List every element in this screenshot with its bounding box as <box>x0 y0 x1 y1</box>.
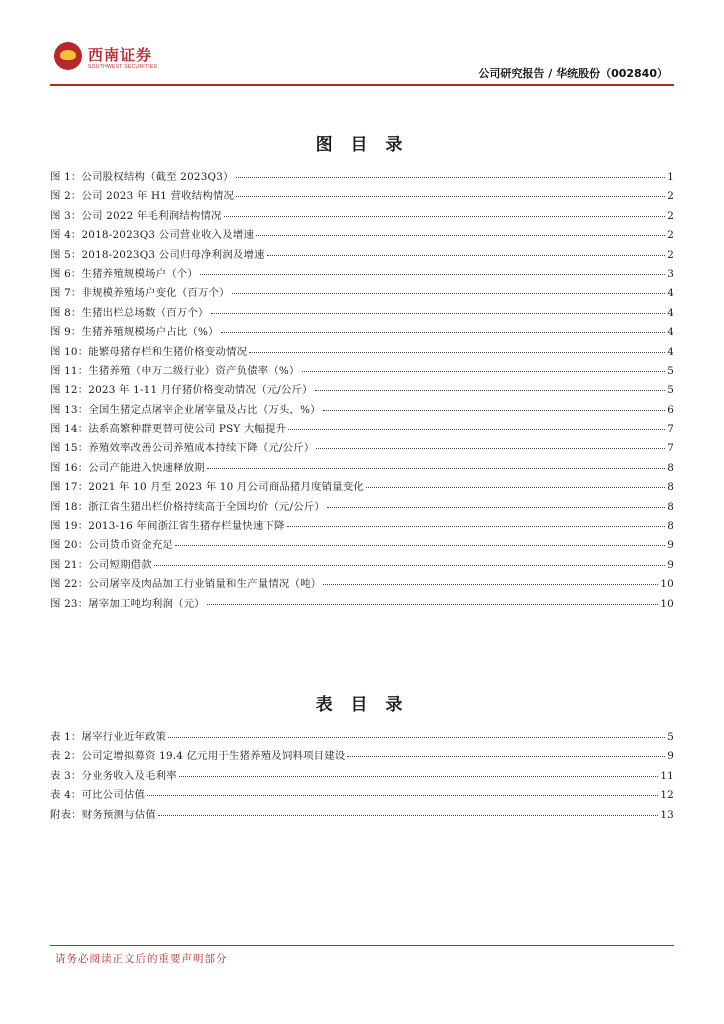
footer-divider <box>50 945 674 946</box>
toc-entry[interactable] <box>50 498 674 517</box>
toc-entry-label: 图 23：屠宰加工吨均利润（元） <box>50 597 205 610</box>
toc-leader-dots <box>147 795 658 796</box>
toc-entry-label: 表 1：屠宰行业近年政策 <box>50 731 167 743</box>
toc-entry-page: 3 <box>667 267 674 280</box>
toc-entry-label: 图 13：全国生猪定点屠宰企业屠宰量及占比（万头，%） <box>50 403 321 416</box>
toc-entry-page: 6 <box>667 403 674 416</box>
toc-entry[interactable] <box>50 459 674 478</box>
toc-leader-dots <box>224 216 666 217</box>
toc-entry-page: 4 <box>667 287 674 300</box>
toc-leader-dots <box>207 468 665 469</box>
toc-entry-label: 图 19：2013-16 年间浙江省生猪存栏量快速下降 <box>50 520 285 533</box>
toc-entry-label: 图 21：公司短期借款 <box>50 558 152 571</box>
toc-leader-dots <box>221 332 666 333</box>
toc-entry[interactable] <box>50 747 674 766</box>
logo-emblem-icon <box>54 42 82 70</box>
toc-leader-dots <box>236 177 666 178</box>
tables-toc-title: 表 目 录 <box>315 695 409 715</box>
toc-entry-page: 8 <box>667 520 674 533</box>
toc-entry-page: 2 <box>667 209 674 222</box>
toc-entry-label: 表 3：分业务收入及毛利率 <box>50 769 177 782</box>
footer-disclaimer: 请务必阅读正文后的重要声明部分 <box>55 953 228 965</box>
toc-leader-dots <box>236 196 665 197</box>
brand-name-cn: 西南证券 <box>88 46 153 64</box>
tables-toc-list <box>50 728 674 825</box>
toc-entry[interactable] <box>50 536 674 555</box>
toc-entry-label: 附表：财务预测与估值 <box>50 808 156 821</box>
toc-entry[interactable] <box>50 323 674 342</box>
toc-entry-label: 图 2：公司 2023 年 H1 营收结构情况 <box>50 190 235 203</box>
toc-leader-dots <box>288 429 665 430</box>
toc-leader-dots <box>232 293 665 294</box>
toc-entry[interactable] <box>50 478 674 497</box>
toc-entry-page: 12 <box>660 789 674 802</box>
toc-leader-dots <box>256 235 665 236</box>
toc-leader-dots <box>207 604 659 605</box>
toc-entry-label: 图 11：生猪养殖（申万二级行业）资产负债率（%） <box>50 364 300 377</box>
report-title: 公司研究报告 / 华统股份（002840） <box>478 67 668 80</box>
toc-leader-dots <box>366 487 665 488</box>
toc-entry-label: 图 7：非规模养殖场户变化（百万个） <box>50 287 230 300</box>
toc-entry-page: 13 <box>660 808 674 821</box>
toc-leader-dots <box>316 448 665 449</box>
toc-entry[interactable] <box>50 246 674 265</box>
toc-leader-dots <box>168 737 665 738</box>
toc-entry[interactable] <box>50 767 674 786</box>
toc-entry[interactable] <box>50 575 674 594</box>
toc-entry[interactable] <box>50 284 674 303</box>
toc-leader-dots <box>267 255 666 256</box>
toc-entry-label: 图 9：生猪养殖规模场户占比（%） <box>50 326 219 339</box>
toc-entry-label: 图 17：2021 年 10 月至 2023 年 10 月公司商品猪月度销量变化 <box>50 481 365 494</box>
toc-entry-label: 图 1：公司股权结构（截至 2023Q3） <box>50 171 234 183</box>
toc-entry[interactable] <box>50 420 674 439</box>
toc-entry-page: 9 <box>667 558 674 571</box>
toc-entry-page: 4 <box>667 345 674 358</box>
toc-entry-page: 2 <box>667 248 674 261</box>
toc-entry-label: 图 8：生猪出栏总场数（百万个） <box>50 306 209 319</box>
toc-entry-label: 图 16：公司产能进入快速释放期 <box>50 461 205 474</box>
toc-entry[interactable] <box>50 595 674 614</box>
toc-entry[interactable] <box>50 265 674 284</box>
toc-entry-page: 8 <box>667 461 674 474</box>
toc-entry[interactable] <box>50 168 674 187</box>
toc-entry-page: 7 <box>667 423 674 436</box>
toc-leader-dots <box>200 274 665 275</box>
page-header <box>50 38 674 84</box>
toc-entry[interactable] <box>50 517 674 536</box>
toc-leader-dots <box>175 545 665 546</box>
toc-entry-label: 图 6：生猪养殖规模场户（个） <box>50 267 198 280</box>
toc-entry-page: 4 <box>667 326 674 339</box>
toc-entry-page: 1 <box>667 171 674 183</box>
toc-entry-page: 10 <box>660 578 674 591</box>
brand-logo <box>54 42 204 78</box>
figures-toc-list <box>50 168 674 614</box>
toc-entry[interactable] <box>50 207 674 226</box>
toc-entry-page: 10 <box>660 597 674 610</box>
toc-leader-dots <box>249 352 665 353</box>
toc-entry[interactable] <box>50 728 674 747</box>
toc-entry-label: 图 18：浙江省生猪出栏价格持续高于全国均价（元/公斤） <box>50 500 325 513</box>
toc-entry-page: 9 <box>667 539 674 552</box>
toc-entry-label: 图 12：2023 年 1-11 月仔猪价格变动情况（元/公斤） <box>50 384 313 397</box>
toc-entry-page: 9 <box>667 750 674 763</box>
toc-entry[interactable] <box>50 362 674 381</box>
toc-entry[interactable] <box>50 439 674 458</box>
toc-entry-label: 图 3：公司 2022 年毛利润结构情况 <box>50 209 222 222</box>
toc-leader-dots <box>302 371 666 372</box>
toc-entry[interactable] <box>50 556 674 575</box>
toc-leader-dots <box>327 507 665 508</box>
toc-entry-label: 图 5：2018-2023Q3 公司归母净利润及增速 <box>50 248 265 261</box>
toc-leader-dots <box>211 313 666 314</box>
toc-entry[interactable] <box>50 304 674 323</box>
toc-entry-label: 表 4：可比公司估值 <box>50 789 146 802</box>
toc-entry-page: 11 <box>660 769 674 782</box>
toc-entry-label: 表 2：公司定增拟募资 19.4 亿元用于生猪养殖及饲料项目建设 <box>50 750 346 763</box>
figures-toc-title: 图 目 录 <box>315 135 409 155</box>
brand-name-en: SOUTHWEST SECURITIES <box>88 64 158 70</box>
header-divider <box>50 84 674 86</box>
toc-entry-page: 5 <box>667 364 674 377</box>
toc-entry-page: 2 <box>667 190 674 203</box>
toc-leader-dots <box>323 584 658 585</box>
toc-entry-label: 图 20：公司货币资金充足 <box>50 539 174 552</box>
toc-entry-page: 2 <box>667 229 674 242</box>
toc-leader-dots <box>315 390 665 391</box>
toc-entry-page: 7 <box>667 442 674 455</box>
toc-leader-dots <box>347 756 665 757</box>
toc-entry[interactable] <box>50 786 674 805</box>
toc-leader-dots <box>287 526 666 527</box>
toc-leader-dots <box>154 565 665 566</box>
toc-entry-label: 图 22：公司屠宰及肉品加工行业销量和生产量情况（吨） <box>50 578 322 591</box>
toc-entry-label: 图 15：养殖效率改善公司养殖成本持续下降（元/公斤） <box>50 442 315 455</box>
toc-entry-label: 图 4：2018-2023Q3 公司营业收入及增速 <box>50 229 255 242</box>
toc-entry[interactable] <box>50 381 674 400</box>
toc-entry[interactable] <box>50 401 674 420</box>
toc-leader-dots <box>323 410 665 411</box>
toc-leader-dots <box>179 776 659 777</box>
toc-entry[interactable] <box>50 806 674 825</box>
toc-entry[interactable] <box>50 187 674 206</box>
toc-entry-label: 图 10：能繁母猪存栏和生猪价格变动情况 <box>50 345 248 358</box>
toc-entry-page: 5 <box>667 731 674 743</box>
toc-entry-page: 8 <box>667 500 674 513</box>
toc-entry[interactable] <box>50 343 674 362</box>
toc-entry-page: 8 <box>667 481 674 494</box>
toc-entry-page: 5 <box>667 384 674 397</box>
toc-leader-dots <box>158 815 658 816</box>
toc-entry-label: 图 14：法系高繁种群更替可使公司 PSY 大幅提升 <box>50 423 287 436</box>
toc-entry[interactable] <box>50 226 674 245</box>
toc-entry-page: 4 <box>667 306 674 319</box>
